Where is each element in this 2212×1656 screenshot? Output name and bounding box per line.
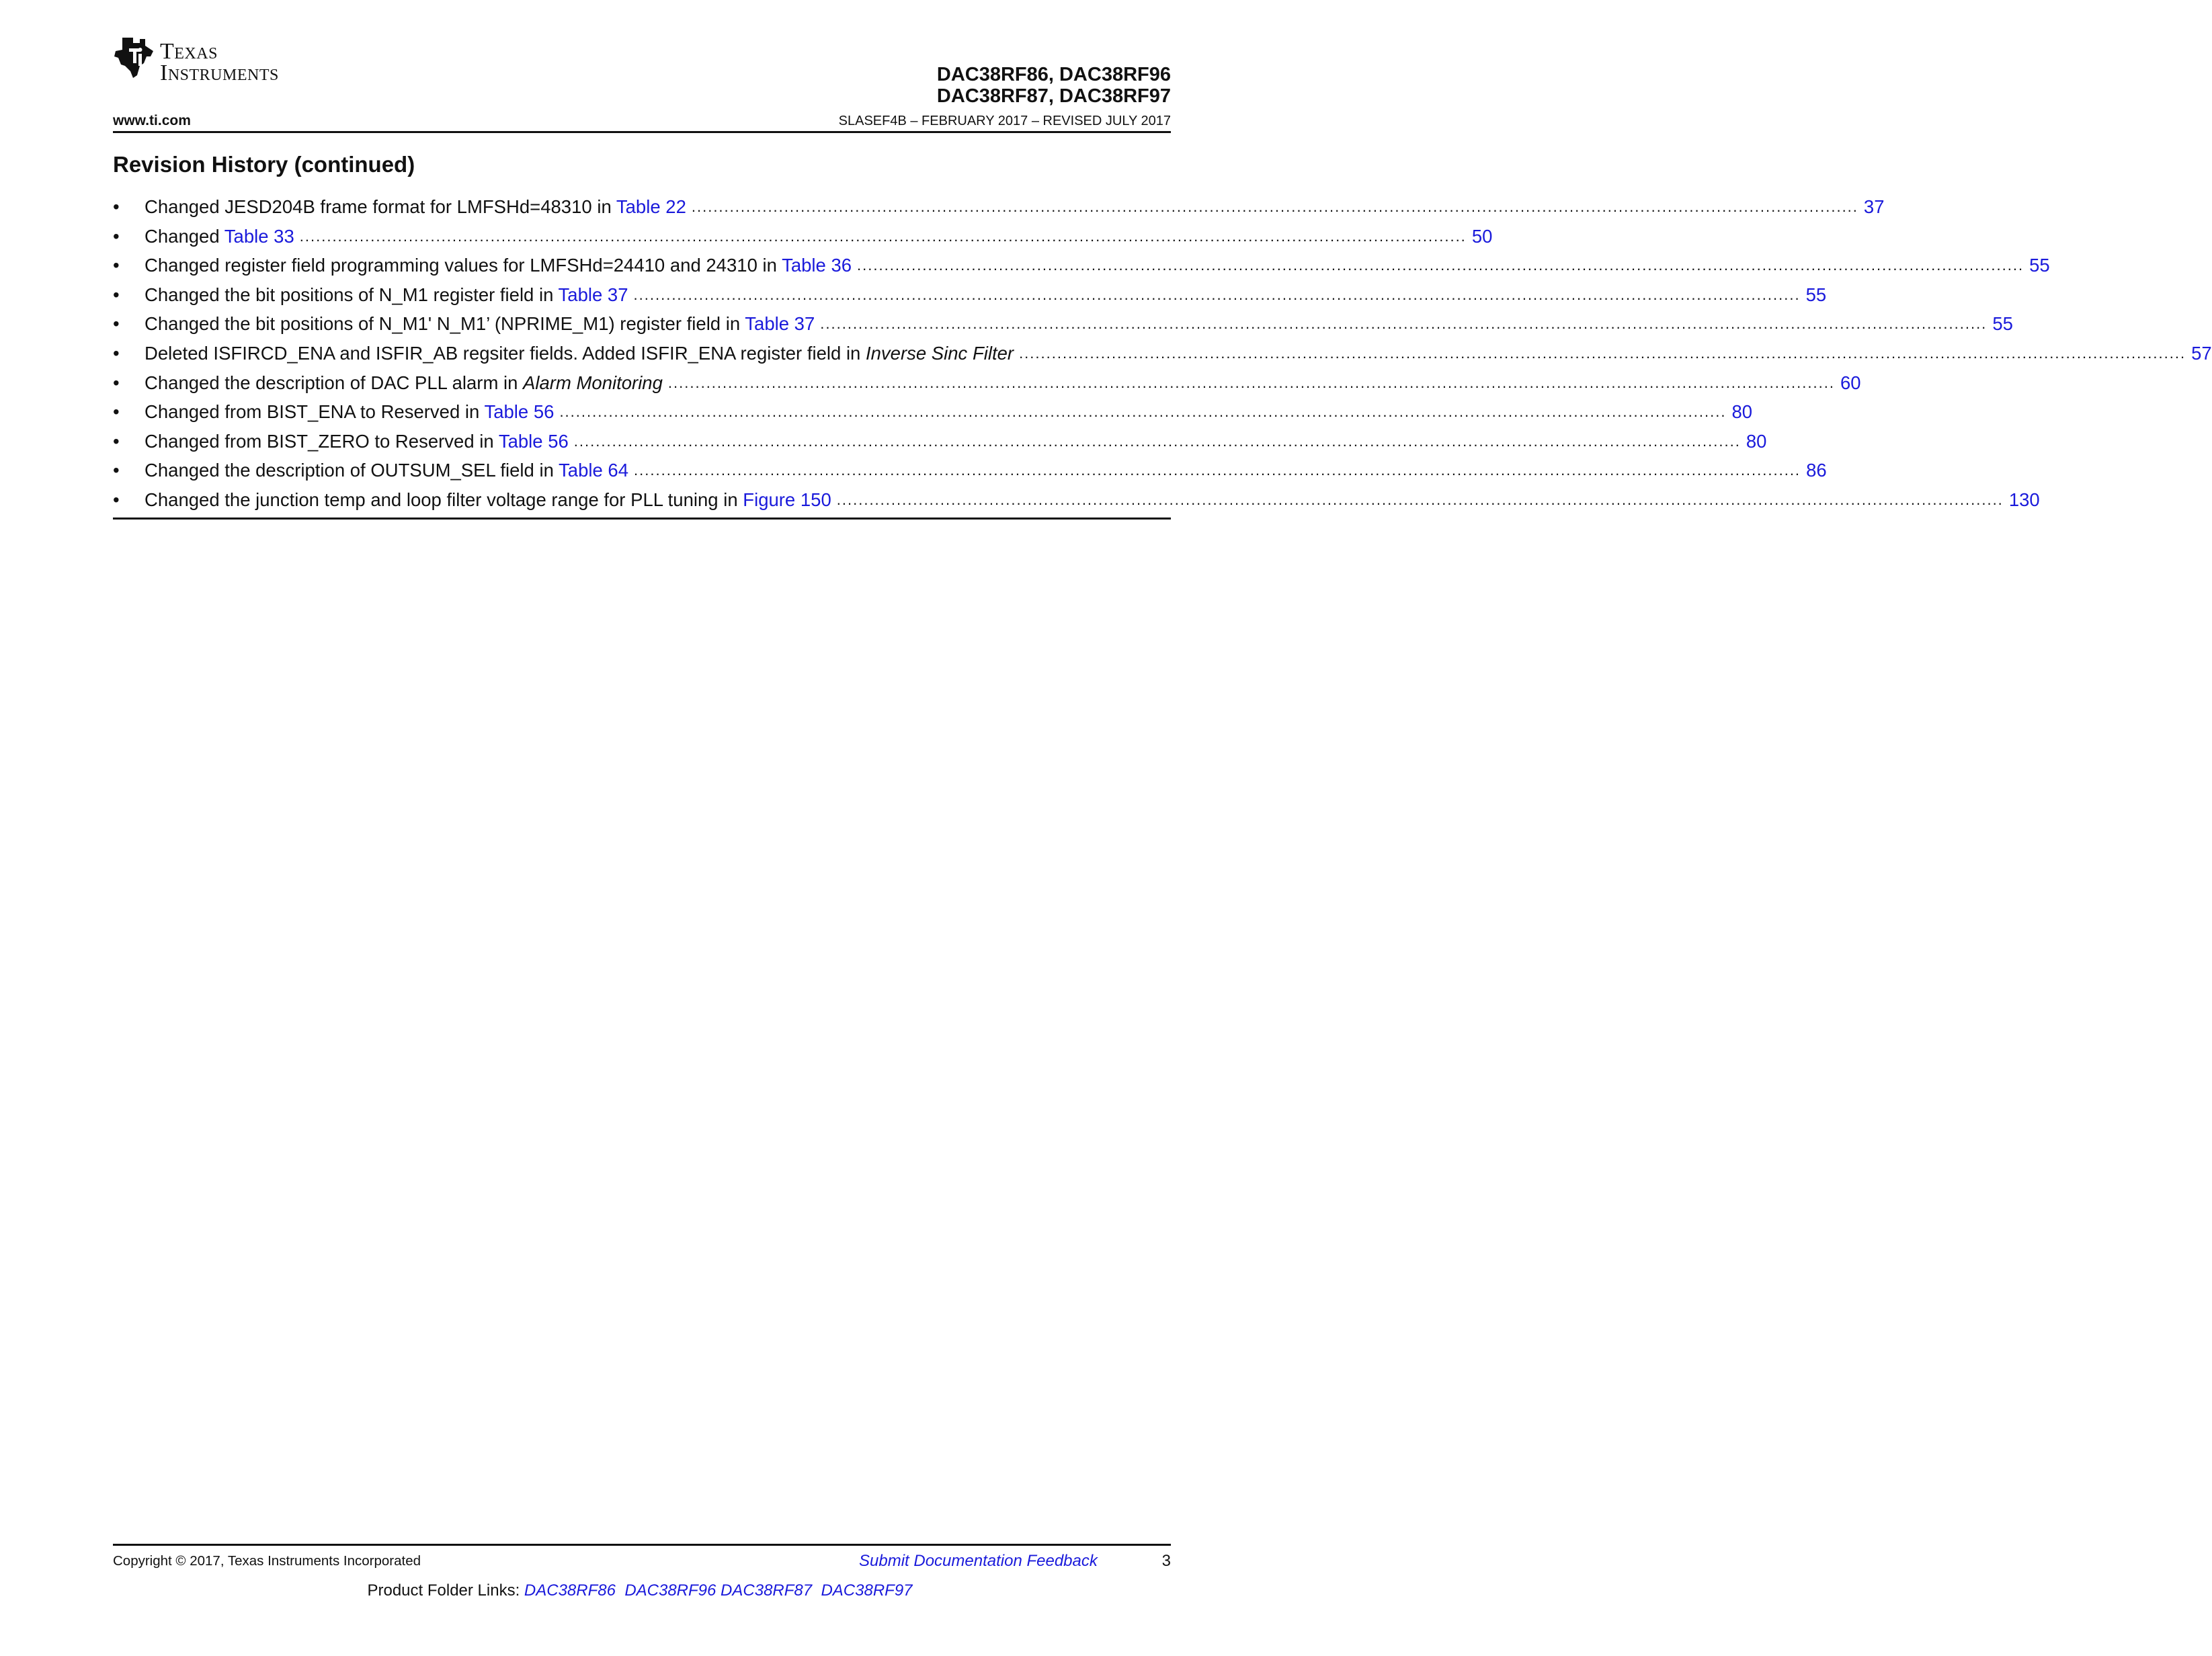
bullet-icon: • xyxy=(113,284,120,305)
bullet-icon: • xyxy=(113,196,120,217)
revision-item xyxy=(113,341,2212,371)
revision-item xyxy=(113,224,1493,254)
submit-feedback-link[interactable]: Submit Documentation Feedback xyxy=(859,1552,1098,1570)
revision-text xyxy=(145,283,628,307)
revision-description: Changed the bit positions of N_M1 register field in xyxy=(145,284,559,305)
ti-texas-logo-icon xyxy=(113,36,155,79)
bullet-icon: • xyxy=(113,342,120,364)
bullet-icon: • xyxy=(113,430,120,452)
revision-text xyxy=(145,488,831,512)
product-folder-link-dac38rf96[interactable]: DAC38RF96 xyxy=(624,1581,716,1600)
bullet-icon: • xyxy=(113,372,120,393)
revision-reference-italic: Inverse Sinc Filter xyxy=(865,342,1014,364)
section-title: Revision History (continued) xyxy=(113,152,415,177)
revision-reference-link[interactable]: Table 36 xyxy=(782,255,852,276)
revision-item xyxy=(113,371,1861,401)
leader-dots: ...................................................................................................................................................................................................................... xyxy=(559,403,1727,421)
page-number: 3 xyxy=(1161,1552,1171,1570)
bullet-icon: • xyxy=(113,255,120,276)
revision-description: Changed from BIST_ZERO to Reserved in xyxy=(145,430,499,452)
revision-reference-link[interactable]: Table 56 xyxy=(498,430,569,452)
document-id: SLASEF4B – FEBRUARY 2017 – REVISED JULY 2017 xyxy=(838,114,1171,128)
leader-dots: ...................................................................................................................................................................................................................... xyxy=(667,374,1835,391)
ti-logo[interactable] xyxy=(113,36,315,90)
revision-item xyxy=(113,312,2013,341)
leader-dots: ...................................................................................................................................................................................................................... xyxy=(299,227,1467,245)
revision-page-link[interactable]: 55 xyxy=(2029,255,2050,276)
bullet-icon: • xyxy=(113,401,120,423)
leader-dots: ...................................................................................................................................................................................................................... xyxy=(634,462,1801,479)
revision-reference-link[interactable]: Table 64 xyxy=(559,460,629,481)
part-numbers xyxy=(937,64,1171,107)
revision-reference-link[interactable]: Table 33 xyxy=(224,225,294,247)
revision-description: Deleted ISFIRCD_ENA and ISFIR_AB regsiter fields. Added ISFIR_ENA register field in xyxy=(145,342,866,364)
revision-text xyxy=(145,458,628,483)
revision-reference-italic: Alarm Monitoring xyxy=(523,372,663,393)
revision-page-link[interactable]: 50 xyxy=(1471,225,1493,247)
revision-reference-link[interactable]: Table 37 xyxy=(558,284,628,305)
revision-reference-link[interactable]: Table 56 xyxy=(484,401,555,423)
revision-text xyxy=(145,253,852,278)
product-folder-links xyxy=(0,1581,1280,1600)
part-numbers-line1: DAC38RF86, DAC38RF96 xyxy=(936,64,1171,85)
revision-description: Changed JESD204B frame format for LMFSHd=48310 in xyxy=(145,196,616,217)
product-folder-link-dac38rf97[interactable]: DAC38RF97 xyxy=(821,1581,913,1600)
revision-text xyxy=(145,429,569,454)
section-divider xyxy=(113,518,1171,520)
product-folder-label: Product Folder Links: xyxy=(367,1581,524,1600)
revision-page-link[interactable]: 130 xyxy=(2008,489,2040,510)
header-divider xyxy=(113,131,1171,133)
leader-dots: ...................................................................................................................................................................................................................... xyxy=(1019,344,2186,362)
revision-description: Changed xyxy=(145,225,224,247)
product-folder-link-dac38rf86[interactable]: DAC38RF86 xyxy=(524,1581,616,1600)
revision-item xyxy=(113,458,1827,488)
revision-description: Changed register field programming values for LMFSHd=24410 and 24310 in xyxy=(145,255,782,276)
revision-page-link[interactable]: 80 xyxy=(1731,401,1753,423)
footer-divider xyxy=(113,1544,1171,1546)
leader-dots: ...................................................................................................................................................................................................................... xyxy=(691,198,1858,215)
logo-text-instruments: Instruments xyxy=(160,60,279,85)
revision-description: Changed the description of DAC PLL alarm in xyxy=(145,372,524,393)
leader-dots: ...................................................................................................................................................................................................................... xyxy=(836,491,2004,508)
site-url-link[interactable]: www.ti.com xyxy=(113,113,191,128)
revision-item xyxy=(113,488,2040,518)
revision-page-link[interactable]: 57 xyxy=(2191,342,2212,364)
revision-description: Changed the junction temp and loop filter voltage range for PLL tuning in xyxy=(145,489,743,510)
revision-item xyxy=(113,253,2050,283)
revision-text xyxy=(145,371,663,395)
leader-dots: ...................................................................................................................................................................................................................... xyxy=(820,315,1988,333)
bullet-icon: • xyxy=(113,460,120,481)
revision-page-link[interactable]: 80 xyxy=(1746,430,1767,452)
revision-text xyxy=(145,341,1014,366)
revision-item xyxy=(113,429,1767,459)
revision-reference-link[interactable]: Figure 150 xyxy=(743,489,831,510)
revision-reference-link[interactable]: Table 37 xyxy=(745,313,815,335)
revision-text xyxy=(145,400,554,424)
leader-dots: ...................................................................................................................................................................................................................... xyxy=(573,432,1741,450)
bullet-icon: • xyxy=(113,489,120,510)
revision-description: Changed from BIST_ENA to Reserved in xyxy=(145,401,485,423)
part-numbers-line2: DAC38RF87, DAC38RF97 xyxy=(936,85,1171,107)
bullet-icon: • xyxy=(113,313,120,335)
bullet-icon: • xyxy=(113,225,120,247)
leader-dots: ...................................................................................................................................................................................................................... xyxy=(857,257,2024,274)
revision-reference-link[interactable]: Table 22 xyxy=(616,196,686,217)
revision-item xyxy=(113,283,1827,313)
copyright-text: Copyright © 2017, Texas Instruments Incorporated xyxy=(113,1553,421,1569)
revision-item xyxy=(113,195,1885,224)
revision-page-link[interactable]: 55 xyxy=(1992,313,2013,335)
revision-description: Changed the bit positions of N_M1' N_M1’ (NPRIME_M1) register field in xyxy=(145,313,745,335)
revision-text xyxy=(145,224,294,249)
product-folder-link-dac38rf87[interactable]: DAC38RF87 xyxy=(721,1581,813,1600)
revision-list xyxy=(113,195,2212,518)
revision-text xyxy=(145,312,815,336)
revision-description: Changed the description of OUTSUM_SEL field in xyxy=(145,460,559,481)
revision-item xyxy=(113,400,1753,429)
revision-page-link[interactable]: 37 xyxy=(1863,196,1885,217)
revision-text xyxy=(145,195,686,219)
revision-page-link[interactable]: 86 xyxy=(1806,460,1827,481)
revision-page-link[interactable]: 55 xyxy=(1805,284,1827,305)
logo-text-texas: Texas xyxy=(160,39,218,64)
leader-dots: ...................................................................................................................................................................................................................... xyxy=(633,286,1801,303)
revision-page-link[interactable]: 60 xyxy=(1840,372,1861,393)
